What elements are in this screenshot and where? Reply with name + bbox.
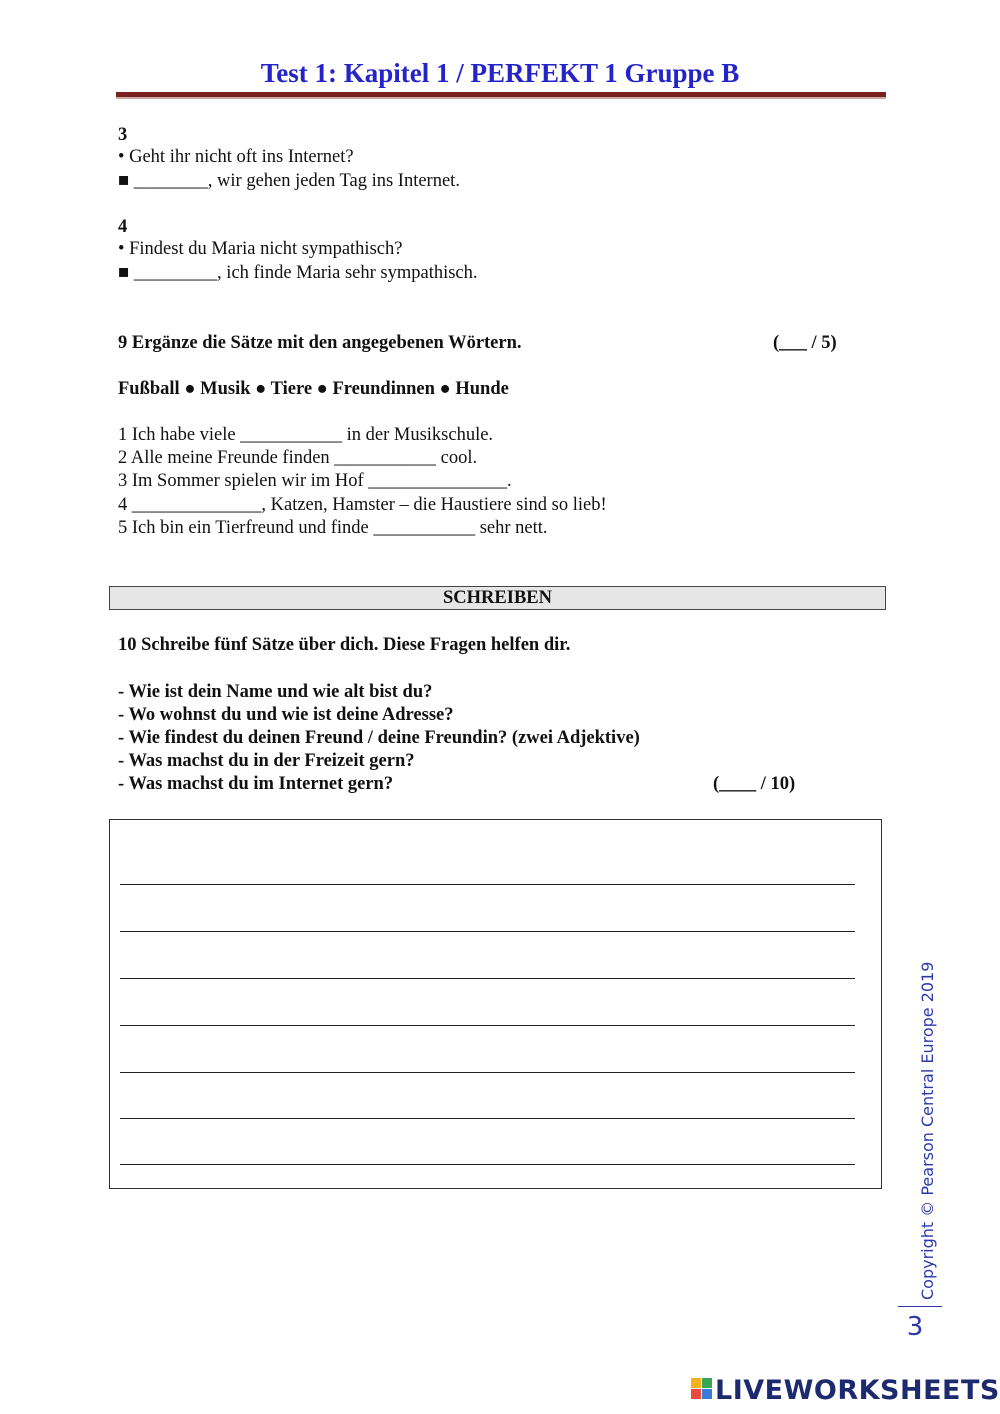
task10-score: (____ / 10) [713,774,796,794]
sentence-5[interactable]: 5 Ich bin ein Tierfreund und finde ___________ sehr nett. [118,518,548,538]
answer-line-7[interactable] [120,1164,855,1165]
answer-line-4[interactable] [120,1025,855,1026]
answer-line-2[interactable] [120,931,855,932]
question-3: - Wie findest du deinen Freund / deine Freundin? (zwei Adjektive) [118,728,640,748]
item-answer-4[interactable]: ■ _________, ich finde Maria sehr sympathisch. [118,263,478,283]
sentence-2[interactable]: 2 Alle meine Freunde finden ___________ cool. [118,448,478,468]
item-number-3: 3 [118,125,128,145]
word-bank: Fußball ● Musik ● Tiere ● Freundinnen ● Hunde [118,379,509,399]
item-question-4: • Findest du Maria nicht sympathisch? [118,239,403,259]
sentence-3[interactable]: 3 Im Sommer spielen wir im Hof _______________. [118,471,512,491]
liveworksheets-logo[interactable] [691,1376,1000,1404]
item-number-4: 4 [118,217,128,237]
answer-line-3[interactable] [120,978,855,979]
page-number: 3 [906,1312,924,1342]
task9-heading: 9 Ergänze die Sätze mit den angegebenen Wörtern. [118,333,522,353]
page-title: Test 1: Kapitel 1 / PERFEKT 1 Gruppe B [260,58,740,88]
question-5: - Was machst du im Internet gern? [118,774,394,794]
answer-line-5[interactable] [120,1072,855,1073]
item-question-3: • Geht ihr nicht oft ins Internet? [118,147,354,167]
page-number-divider [898,1306,942,1307]
answer-line-1[interactable] [120,884,855,885]
question-4: - Was machst du in der Freizeit gern? [118,751,415,771]
copyright-notice: Copyright © Pearson Central Europe 2019 [918,961,937,1300]
liveworksheets-logo-icon [691,1378,713,1402]
task9-score: (___ / 5) [773,333,837,353]
sentence-1[interactable]: 1 Ich habe viele ___________ in der Musikschule. [118,425,494,445]
question-2: - Wo wohnst du und wie ist deine Adresse? [118,705,454,725]
item-answer-3[interactable]: ■ ________, wir gehen jeden Tag ins Internet. [118,171,460,191]
liveworksheets-brand-text: LIVEWORKSHEETS [715,1374,1000,1406]
section-header-schreiben: SCHREIBEN [109,586,886,610]
sentence-4[interactable]: 4 ______________, Katzen, Hamster – die Haustiere sind so lieb! [118,495,607,515]
answer-line-6[interactable] [120,1118,855,1119]
writing-area[interactable] [109,819,882,1189]
question-1: - Wie ist dein Name und wie alt bist du? [118,682,433,702]
task10-heading: 10 Schreibe fünf Sätze über dich. Diese Fragen helfen dir. [118,635,571,655]
title-divider [116,92,886,99]
